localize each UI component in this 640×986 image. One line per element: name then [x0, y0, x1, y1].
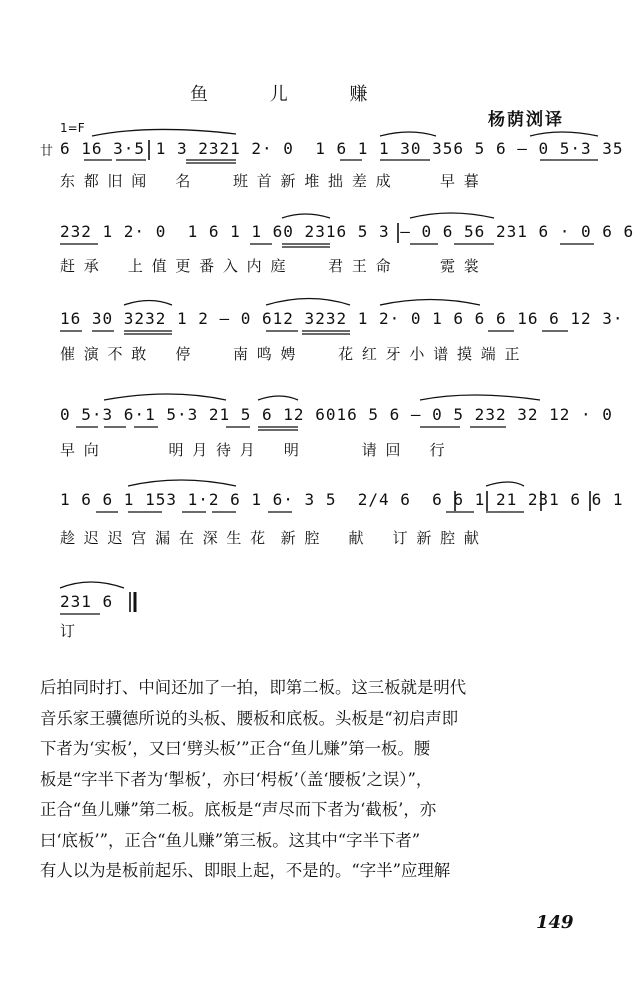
slur-mark — [92, 129, 236, 136]
score-line-5-lyrics: 趁 迟 迟 宫 漏 在 深 生 花 新 腔 献 订 新 腔 献 — [60, 529, 481, 547]
body-line-7: 有人以为是板前起乐、即眼上起，不是的。“字半”应理解 — [40, 861, 451, 880]
slur-mark — [486, 482, 524, 486]
body-line-4: 板是“字半下者为‘掣板’，亦曰‘枵板’（盖‘腰板’之误）”， — [40, 769, 433, 789]
score-line-1-notes: 6 16 3·5 1 3 2321 2· 0 1 6 1 1 30 356 5 6 — 0 5·3 35 — [60, 139, 624, 158]
score-line-1-lyrics: 东 都 旧 闻 名 班 首 新 堆 拙 差 成 早 暮 — [60, 172, 481, 190]
score-line-5-notes: 1 6 6 1 153 1·2 6 1 6· 3 5 2/4 6 6 6 1 21 231 6 6 1 — [60, 490, 624, 509]
score-line-3-notes: 16 30 3232 1 2 — 0 612 3232 1 2· 0 1 6 6 6 16 6 12 3· — [60, 309, 624, 328]
slur-mark — [410, 213, 494, 218]
slur-mark — [530, 132, 598, 136]
slur-mark — [60, 582, 124, 588]
slur-mark — [380, 300, 480, 306]
body-line-1: 后拍同时打、中间还加了一拍，即第二板。这三板就是明代 — [40, 678, 467, 697]
body-line-5: 正合“鱼儿赚”第二板。底板是“声尽而下者为‘截板’，亦 — [40, 800, 437, 819]
page-number: 149 — [536, 912, 574, 933]
slur-mark — [266, 299, 350, 306]
mode-mark: 廿 — [40, 144, 54, 159]
key-signature: 1=F — [60, 121, 85, 135]
score-line-4-lyrics: 早 向 明 月 待 月 明 请 回 行 — [60, 441, 447, 459]
slur-mark — [282, 214, 330, 218]
slur-mark — [128, 480, 236, 486]
slur-mark — [420, 395, 540, 400]
slur-mark — [380, 132, 436, 136]
body-line-3: 下者为‘实板’，又曰‘劈头板’”正合“鱼儿赚”第一板。腰 — [40, 739, 431, 758]
slur-mark — [124, 301, 172, 306]
slur-mark — [258, 396, 298, 400]
score-line-6-notes: 231 6 — [60, 592, 114, 611]
score-line-3-lyrics: 催 演 不 敢 停 南 鸣 娉 花 红 牙 小 谱 摸 端 正 — [60, 345, 522, 363]
body-line-2: 音乐家王骥德所说的头板、腰板和底板。头板是“初启声即 — [40, 708, 459, 728]
body-line-6: 曰‘底板’”，正合“鱼儿赚”第三板。这其中“字半下者” — [40, 830, 421, 850]
score-line-4-notes: 0 5·3 6·1 5·3 21 5 6 12 6016 5 6 — 0 5 232 32 12 · 0 — [60, 405, 613, 424]
score-title: 鱼 儿 赚 — [190, 84, 396, 105]
score-line-2-notes: 232 1 2· 0 1 6 1 1 60 2316 5 3 — 0 6 56 231 6 · 0 6 6 — [60, 222, 635, 241]
score-line-2-lyrics: 赶 承 上 值 更 番 入 内 庭 君 王 命 霓 裳 — [60, 257, 481, 275]
score-line-6-lyrics: 订 — [60, 622, 78, 640]
translator-credit: 杨荫浏译 — [488, 110, 564, 130]
slur-mark — [104, 394, 226, 400]
body-text — [40, 673, 600, 887]
